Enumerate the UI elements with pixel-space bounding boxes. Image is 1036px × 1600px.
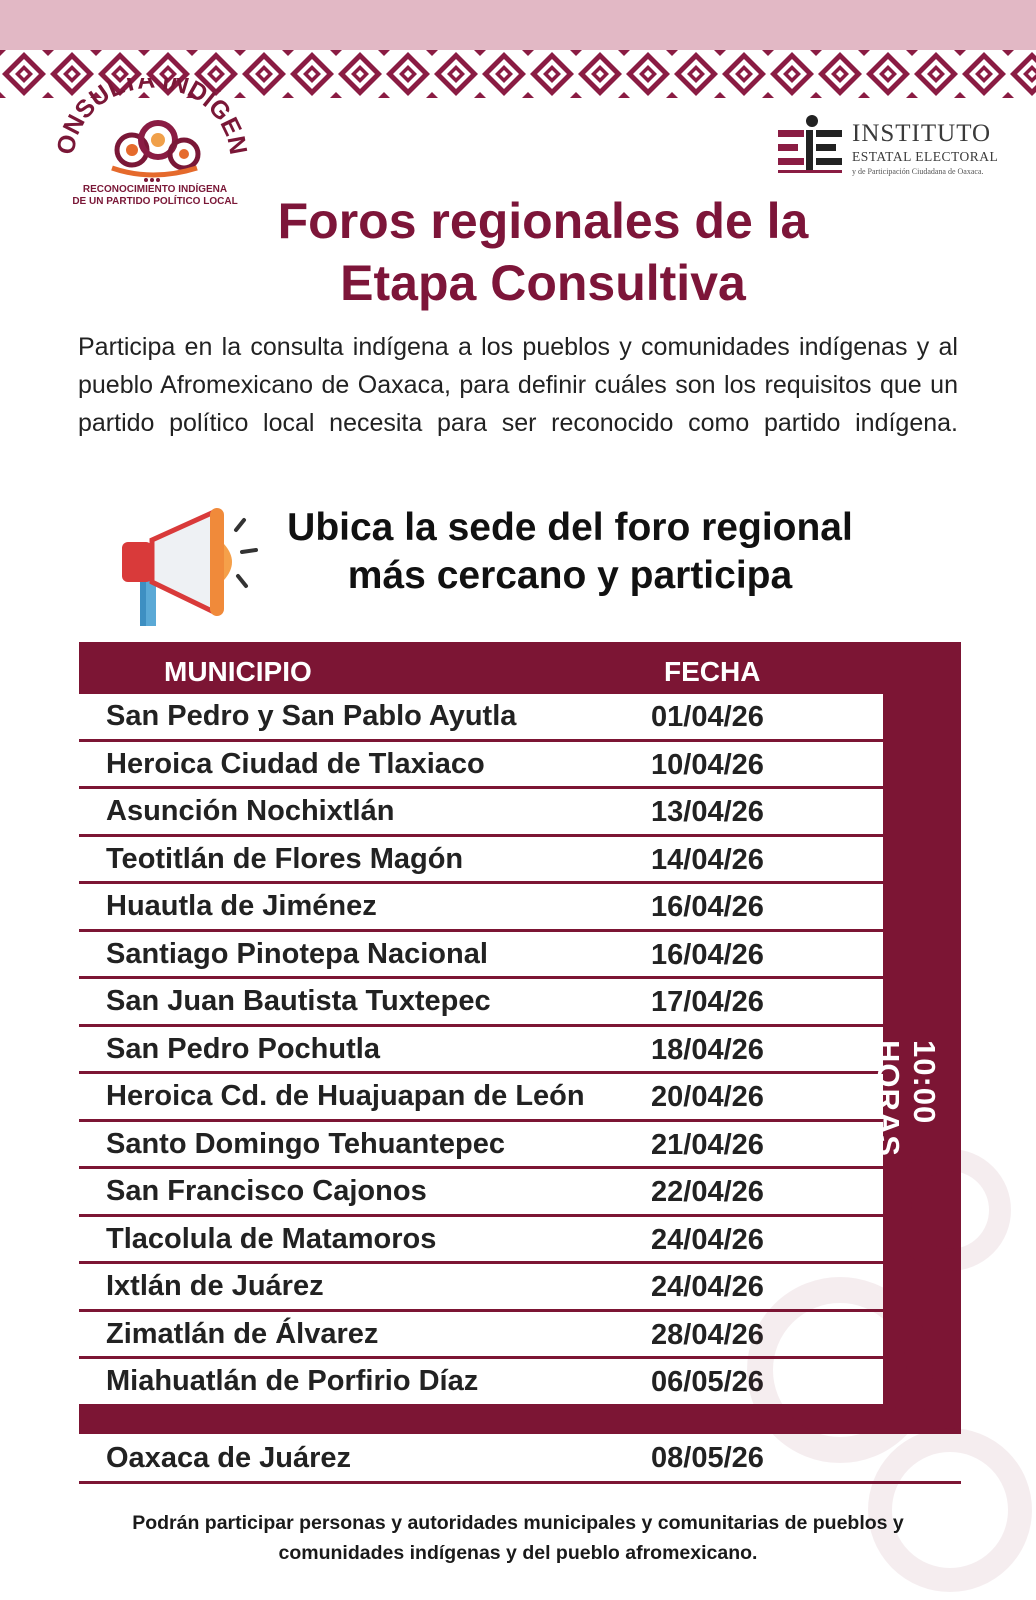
title-line-1: Foros regionales de la	[277, 193, 809, 249]
time-label: 10:00 HORAS	[871, 1040, 942, 1157]
row-fecha: 14/04/26	[651, 843, 764, 876]
row-fecha: 21/04/26	[651, 1128, 764, 1161]
row-fecha: 01/04/26	[651, 701, 764, 733]
logo-subtitle-line1: RECONOCIMIENTO INDÍGENA	[82, 184, 228, 195]
row-municipio: Santiago Pinotepa Nacional	[106, 937, 488, 970]
footer-line-2: comunidades indígenas y del pueblo afromexicano.	[278, 1542, 758, 1564]
row-municipio: Miahuatlán de Porfirio Díaz	[106, 1365, 479, 1397]
row-municipio: Heroica Ciudad de Tlaxiaco	[106, 747, 485, 780]
row-fecha: 06/05/26	[651, 1366, 764, 1398]
row-fecha: 18/04/26	[651, 1033, 764, 1066]
row-municipio: San Pedro y San Pablo Ayutla	[106, 700, 517, 732]
iee-logo	[774, 112, 1014, 184]
table-row	[79, 884, 883, 932]
logo-subtitle-line2: DE UN PARTIDO POLÍTICO LOCAL	[72, 196, 238, 207]
iee-emblem-icon	[774, 112, 846, 184]
table-row	[79, 694, 883, 742]
row-municipio: San Pedro Pochutla	[106, 1032, 380, 1065]
row-fecha: 24/04/26	[651, 1223, 764, 1256]
consulta-logo-name: ONSULTA INDÍGEN	[52, 78, 252, 157]
row-municipio: Huautla de Jiménez	[106, 890, 377, 922]
row-municipio: Heroica Cd. de Huajuapan de León	[106, 1080, 585, 1112]
table-row	[79, 979, 883, 1027]
header-municipio: MUNICIPIO	[164, 656, 312, 687]
consulta-logo-emblem	[52, 78, 252, 188]
row-municipio: Santo Domingo Tehuantepec	[106, 1127, 506, 1160]
row-fecha: 16/04/26	[651, 938, 764, 971]
table-row	[79, 742, 883, 790]
footer-line-1: Podrán participar personas y autoridades municipales y comunitarias de pueblos y	[132, 1512, 904, 1534]
row-municipio: Tlacolula de Matamoros	[106, 1222, 437, 1255]
row-municipio: Zimatlán de Álvarez	[106, 1317, 379, 1350]
page-title	[0, 190, 1036, 314]
iee-subtitle: ESTATAL ELECTORAL	[852, 149, 999, 164]
title-line-2: Etapa Consultiva	[340, 255, 746, 311]
row-municipio: Asunción Nochixtlán	[106, 795, 395, 827]
cta-line-1: Ubica la sede del foro regional	[287, 506, 853, 549]
table-row	[79, 837, 883, 885]
row-municipio: San Francisco Cajonos	[106, 1175, 427, 1207]
header-fecha: FECHA	[664, 656, 761, 687]
footer-note	[90, 1508, 946, 1568]
iee-subtitle-small: y de Participación Ciudadana de Oaxaca.	[852, 167, 984, 176]
table-row	[79, 1074, 883, 1122]
iee-title: INSTITUTO	[852, 120, 992, 147]
call-to-action	[260, 504, 880, 600]
row-municipio: San Juan Bautista Tuxtepec	[106, 985, 491, 1017]
row-municipio: Ixtlán de Juárez	[106, 1270, 324, 1302]
row-fecha: 08/05/26	[651, 1442, 764, 1474]
row-municipio: Teotitlán de Flores Magón	[106, 842, 464, 875]
row-fecha: 28/04/26	[651, 1318, 764, 1351]
row-fecha: 22/04/26	[651, 1176, 764, 1208]
row-fecha: 20/04/26	[651, 1081, 764, 1113]
top-color-band	[0, 0, 1036, 50]
cta-line-2: más cercano y participa	[347, 554, 793, 597]
table-header	[79, 642, 961, 694]
table-row	[79, 1027, 883, 1075]
row-fecha: 10/04/26	[651, 748, 764, 781]
row-fecha: 24/04/26	[651, 1271, 764, 1303]
table-row	[79, 789, 883, 837]
row-municipio: Oaxaca de Juárez	[106, 1442, 352, 1474]
megaphone-icon	[110, 504, 270, 630]
svg-text:CONSULTA INDÍGENA	[52, 78, 252, 157]
row-fecha: 16/04/26	[651, 891, 764, 923]
intro-paragraph: Participa en la consulta indígena a los pueblos y comunidades indígenas y al pueblo Afromexicano de Oaxaca, para definir cuáles son los requisitos que un partido político local necesita para ser reconocido como partido indígena.	[78, 333, 958, 437]
row-fecha: 13/04/26	[651, 796, 764, 828]
table-row	[79, 932, 883, 980]
row-fecha: 17/04/26	[651, 986, 764, 1018]
